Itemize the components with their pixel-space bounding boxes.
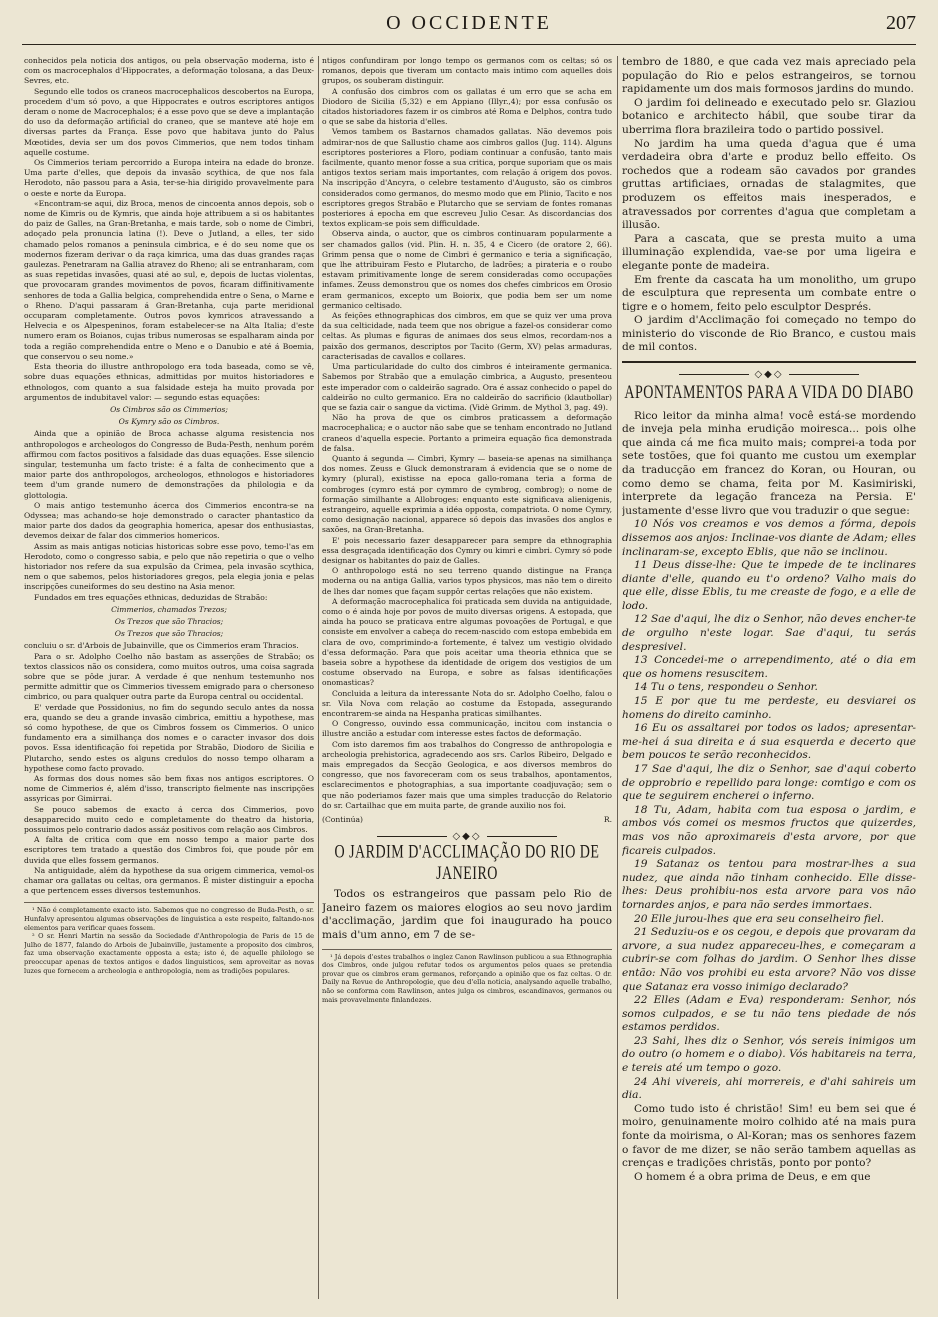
paragraph: tembro de 1880, e que cada vez mais apreciado pela população do Rio e pelos estrangeiros, se tornou rapidamente um dos mais formosos jardins do mundo.: [622, 56, 916, 96]
footnote: ² O sr. Henri Martin na sessão da Sociedade d'Anthropologia de Paris de 15 de Julho de 1877, falando do Arbois de Jubainville, justamente a proposito dos cimbros, faz uma observação exactamente opposta a esta; isto é, de aquelle philologo se preoccupar apenas de textos antigos e dados linguisticos, sem aproveitar as novas luzes que fornecem a archeologia e anthropologia, nem as tradições populares.: [24, 932, 314, 975]
verse: 12 Sae d'aqui, lhe diz o Senhor, não deves encher-te de orgulho n'este logar. Sae d'aqui, tu serás despresivel.: [622, 613, 916, 653]
paragraph: Ainda que a opinião de Broca achasse alguma resistencia nos anthropologos e archeologos do Congresso de Buda-Pesth, nenhum porém affirmou com factos positivos a falsidade das duas equações. Esse silencio singular, testemunha um facto triste: é a falta de conhecimento que a maior parte dos anthropologos, archeologos, ethnologos e historiadores teem d'um grande numero de demonstrações da philologia e da glottologia.: [24, 429, 314, 500]
footnote: ¹ Não é completamente exacto isto. Sabemos que no congresso de Buda-Pesth, o sr. Hunfalvy apresentou algumas observações de linguistica a este respeito, faltando-nos elementos para verificar quaes fossem.: [24, 906, 314, 932]
paragraph: Se pouco sabemos de exacto á cerca dos Cimmerios, povo desapparecido muito cedo e completamente do theatro da historia, possuimos pelo contrario dados assáz positivos com relação aos Cimbros.: [24, 804, 314, 835]
verse: 20 Elle jurou-lhes que era seu conselheiro fiel.: [634, 912, 884, 925]
paragraph: Em frente da cascata ha um monolitho, um grupo de esculptura que representa um combate entre o tigre e o homem, feito pelo esculptor Després.: [622, 273, 916, 313]
paragraph: No jardim ha uma queda d'agua que é uma verdadeira obra d'arte e produz bello effeito. Os rochedos que a rodeam são cavados por grandes gruttas artificiaes, ornadas de stalagmites, que produzem os effeitos mais inesperados, e atravessados por correntes d'agua que completam a illusão.: [622, 137, 916, 232]
equation: Os Trezos que são Thracios;: [114, 629, 224, 639]
verse: 11 Deus disse-lhe: Que te impede de te inclinares diante d'elle, quando eu t'o ordeno? Valho mais do que elle, disse Eblis, tu me creaste de fogo, e a elle de lodo.: [622, 559, 916, 612]
verse: 13 Concedei-me o arrependimento, até o dia em que os homens resuscitem.: [622, 654, 916, 680]
paragraph: Na antiguidade, além da hypothese da sua origem cimmerica, vemol-os chamar ora gallatas ou celtas, ora germanos. É mister distinguir a epocha a que pertencem esses diversos testemunhos.: [24, 865, 314, 896]
paragraph: Com isto daremos fim aos trabalhos do Congresso de anthropologia e archeologia prehistorica, agradecendo aos srs. Carlos Ribeiro, Delgado e mais empregados da Secção Geologica, e aos diversos membros do congresso, que nos favoreceram com os seus trabalhos, apontamentos, esclarecimentos e photographias, a sua importante coadjuvação; sem o que não poderiamos fazer mais que uma simples traducção do Relatorio do sr. Cartailhac que em muita parte, de grande auxilio nos foi.: [322, 739, 612, 810]
paragraph: Para a cascata, que se presta muito a uma illuminação explendida, vae-se por uma ligeira e elegante ponte de madeira.: [622, 232, 916, 272]
column-divider: [617, 56, 618, 1299]
verse: 23 Sahi, lhes diz o Senhor, vós sereis inimigos um do outro (o homem e o diabo). Vós habitareis na terra, e tereis até um tempo o gozo.: [622, 1034, 916, 1075]
paragraph: Rico leitor da minha alma! você está-se mordendo de inveja pela minha erudição moiresca... pois olhe que ainda cá me fica muito mais; comprei-a toda por sete tostões, que foi quanto me custou um exemplar da traducção em francez do Koran, ou Houran, ou como demo se chama, feita por M. Kasimiriski, interprete da legação franceza na Persia. E' justamente d'esse livro que vou traduzir o que segue:: [622, 409, 916, 517]
equation: Cimmerios, chamados Trezos;: [111, 604, 227, 614]
publication-title: O OCCIDENTE: [386, 12, 552, 34]
paragraph: Quanto á segunda — Cimbri, Kymry — baseia-se apenas na similhança dos nomes. Zeuss e Gluck demonstraram á evidencia que se o nome de kymry (plural), existisse na epoca gallo-romana teria a forma de combroges (cymro está por cymmro de cymbrog, combrog); o nome de formação similhante a Allobroges: enquanto este significava alienigenis, estrangeiro, aquelle exprimia a idéa opposta, compatriota. O nome Cymry, como designação nacional, apparece só depois das invasões dos anglos e saxões, na Gran-Bretanha.: [322, 453, 612, 535]
ornament-divider: ◇◆◇: [622, 369, 916, 380]
paragraph: E' pois necessario fazer desapparecer para sempre da ethnographia essa desgraçada identificação dos Cymry ou kimri e cimbri. Cymry só pode designar os habitantes do paiz de Galles.: [322, 535, 612, 565]
verse: 16 Eu os assaltarei por todos os lados; apresentar-me-hei á sua direita e á sua esquerda e decerto que bem poucos te serão reconhecidos.: [622, 722, 916, 762]
paragraph: O jardim d'Acclimação foi começado no tempo do ministerio do visconde de Rio Branco, e custou mais de mil contos.: [622, 314, 916, 354]
paragraph: A falta de critica com que em nosso tempo a maior parte dos escriptores tem tratado a questão dos Cimbros foi, que poude pôr em duvida que elles fossem germanos.: [24, 835, 314, 865]
paragraph: «Encontram-se aqui, diz Broca, menos de cincoenta annos depois, sob o nome de Kimris ou de Kymris, que ainda hoje attribuem a si os habitantes do paiz de Galles, na Gran-Bretanha, e mais tarde, sob o nome de Cimbri, adoçado pela pronuncia latina (!). Deve o Jutland, a elles, ter sido chamado pelos romanos a peninsula cimbrica, e é do seu nome que os modernos fizeram derivar o da raça kimrica, uma das duas grandes raças gaulezas. Penetraram na Gallia atravez do Rheno; ali se entranharam, com as suas repetidas invasões, quasi até ao sul, e, depois de luctas violentas, que provocaram grandes movimentos de povos, ficaram diffinitivamente senhores de toda a Gallia belgica, comprehendida entre o Sena, o Marne e o Rheno. D'aqui passaram á Gran-Bretanha, cuja parte meridional occuparam completamente. Outros povos kymricos atravessando a Helvecia e os Alpespeninos, foram estabelecer-se na Alta Italia; d'este numero eram os Boianos, cujas tribus numerosas se espalharam ainda por toda a região comprehendida entre o Meno e o Danubio e até á Boemia, que conservou o seu nome.»: [24, 198, 314, 361]
paragraph: concluiu o sr. d'Arbois de Jubainville, que os Cimmerios eram Thracios.: [24, 641, 299, 651]
column-3: [622, 56, 916, 1307]
column-2: [322, 56, 612, 1307]
paragraph: Para o sr. Adolpho Coelho não bastam as asserções de Strabão; os textos classicos não os considera, como muitos outros, uma coisa sagrada sobre que se pôde jurar. A verdade é que nenhum testemunho nos permitte admittir que os Cimmerios tivessem emigrado para o chersoneso cimbrico, ou para qualquer outra parte da Europa central ou occidental.: [24, 651, 314, 702]
verse: 18 Tu, Adam, habita com tua esposa o jardim, e ambos vós comei os mesmos fructos que quizerdes, mas vos não aproximareis d'esta arvore, por que ficareis culpados.: [622, 803, 916, 857]
verse: 22 Elles (Adam e Eva) responderam: Senhor, nós somos culpados, e se tu não tens piedade de nós estamos perdidos.: [622, 994, 916, 1034]
verse: 21 Seduziu-os e os cegou, e depois que provaram da arvore, a sua nudez appareceu-lhes, e começaram a cubrir-se com folhas do jardim. O Senhor lhes disse então: Não vos prohibi eu esta arvore? Não vos disse que Satanaz era vosso inimigo declarado?: [622, 926, 916, 993]
paragraph: Segundo elle todos os craneos macrocephalicos descobertos na Europa, procedem d'um só povo, a que Hippocrates e outros escriptores antigos deram o nome de Macrocephalos; é a esse povo que se deve a implantação do uso da deformação artificial do craneo, que se manteve até hoje em diversas partes da França. Esse povo que habitava junto do Palus Mœotides, devia ser um dos povos Cimmerios, que nem todos tinham aquelle costume.: [24, 86, 314, 157]
article-heading: APONTAMENTOS PARA A VIDA DO DIABO: [624, 382, 914, 404]
footnotes: [322, 949, 612, 1005]
paragraph: As formas dos dous nomes são bem fixas nos antigos escriptores. O nome de Cimmerios é, além d'isso, transcripto fielmente nas inscripções assyricas por Gimirrai.: [24, 774, 314, 804]
footnote: ¹ Já depois d'estes trabalhos o inglez Canon Rawlinson publicou a sua Ethnographia dos Cimbros, onde julgou refutar todos os argumentos pelos quaes se pretendia provar que os cimbros eram germanos, reforçando a opinião que os faz celtas. O dr. Daily na Revue de Anthropologie, que deu d'ella noticia, analysando aquelle trabalho, não se conforma com Rawlinson, antes julga os cimbros, escandinavos, germanos ou mais provavelmente finlandezes.: [322, 952, 612, 1004]
column-1: [24, 56, 314, 1307]
paragraph: Concluida a leitura da interessante Nota do sr. Adolpho Coelho, falou o sr. Vila Nova com relação ao costume da Estopada, assegurando encontrarem-se ainda na Hespanha praticas similhantes.: [322, 688, 612, 718]
article-heading: O JARDIM D'ACCLIMAÇÃO DO RIO DE JANEIRO: [334, 842, 600, 885]
signoff: [322, 815, 612, 825]
verse: 14 Tu o tens, respondeu o Senhor.: [634, 681, 818, 694]
paragraph: Observa ainda, o auctor, que os cimbros continuaram popularmente a ser chamados gallos (vid. Plin. H. n. 35, 4 e Cicero (de oratore 2, 66). Grimm pensa que o nome de Cimbri é germanico e teria a significação, que lhe attribuiram Festo e Plutarcho, de ladrões; a pirateria e o roubo estavam primitivamente longe de serem consideradas como occupações infames. Zeuss demonstrou que os nomes dos chefes cimbricos em Orosio eram germanicos, excepto um Boiorix, que podia bem ser um nome germanico celtisado.: [322, 229, 612, 310]
paragraph: O mais antigo testemunho ácerca dos Cimmerios encontra-se na Odyssea; mas achando-se hoje demonstrado o caracter phantastico da maior parte dos dados da geographia homerica, apesar dos enthusiastas, devemos deixar de falar dos cimmerios homericos.: [24, 500, 314, 541]
verse: 19 Satanaz os tentou para mostrar-lhes a sua nudez, que ainda não tinham conhecido. Elle disse-lhes: Deus prohibiu-nos esta arvore para vos não tornardes anjos, e para não serdes immortaes.: [622, 858, 916, 911]
paragraph: O Congresso, ouvindo essa communicação, incitou com instancia o illustre ancião a estudar com interesse estes factos de deformação.: [322, 719, 612, 739]
page-header: [22, 10, 916, 45]
paragraph: Fundados em tres equações ethnicas, deduzidas de Strabão:: [34, 592, 268, 602]
author-initial: R.: [603, 815, 612, 825]
column-divider: [318, 56, 319, 1299]
paragraph: E' verdade que Possidonius, no fim do segundo seculo antes da nossa era, quando se deu a grande invasão cimbrica, emittiu a hypothese, mas só como hypothese, de que os Cimbros fossem os Cimmerios. O unico fundamento era a similhança dos nomes e o caracter invasor dos dois povos. Essa identificação foi repetida por Strabão, Diodoro de Sicilia e Plutarcho, sendo estes os alguns credulos do nosso tempo olharam a hypothese como facto provado.: [24, 702, 314, 773]
continues-label: (Continúa): [322, 815, 363, 825]
equation: Os Cimbros são os Cimmerios;: [110, 404, 228, 414]
verse: 17 Sae d'aqui, lhe diz o Senhor, sae d'aqui coberto de opprobrio e repellido para longe: comtigo e com os que te seguirem encherei o inferno.: [622, 763, 916, 803]
paragraph: O anthropologo está no seu terreno quando distingue na França moderna ou na antiga Gallia, varios typos physicos, mas não tem o direito de lhes dar nomes que façam suppôr certas relações que não existem.: [322, 566, 612, 596]
equation: Os Trezos que são Thracios;: [114, 616, 224, 626]
verse: 10 Nós vos creamos e vos demos a fórma, depois dissemos aos anjos: Inclinae-vos diante de Adam; elles inclinaram-se, excepto Eblis, que não se inclinou.: [622, 518, 916, 558]
paragraph: Como tudo isto é christão! Sim! eu bem sei que é moiro, genuinamente moiro colhido até na mais pura fonte da moirisma, o Al-Koran; mas os senhores fazem o favor de me dizer, se não serão tambem aquellas as crenças e tradições christãs, ponto por ponto?: [622, 1102, 916, 1170]
paragraph: ntigos confundiram por longo tempo os germanos com os celtas; só os romanos, depois que tiveram um contacto mais intimo com aquelles dois grupos, os souberam distinguir.: [322, 56, 612, 86]
footnotes: [24, 902, 314, 975]
paragraph: Todos os estrangeiros que passam pelo Rio de Janeiro fazem os maiores elogios ao seu novo jardim d'acclimação, jardim que foi inaugurado ha pouco mais d'um anno, em 7 de se-: [322, 888, 612, 942]
equation: Os Kymry são os Cimbros.: [118, 417, 220, 427]
section-rule: [622, 361, 916, 363]
paragraph: Não ha prova de que os cimbros praticassem a deformação macrocephalica; e o auctor não sabe que se tenham encontrado no Jutland craneos d'aquella especie. Portanto a primeira equação fica demonstrada de falsa.: [322, 413, 612, 453]
verse: 24 Ahi vivereis, ahi morrereis, e d'ahi sahireis um dia.: [622, 1075, 916, 1102]
paragraph: A deformação macrocephalica foi praticada sem duvida na antiguidade, como o é ainda hoje por povos de muito diversas origens. A estopada, que ainda ha pouco se praticava entre algumas povoações de Portugal, e que consiste em envolver a cabeça do recem-nascido com estopa embebida em clara de ovo, comprimindo-a fortemente, é talvez um vestigio olvidado d'essa deformação. Para que pois aceitar uma theoria ethnica que se baseia sobre a hypothese da identidade de origem dos vestigios de um costume observado na Europa, e sobre as falsas identificações onomasticas?: [322, 596, 612, 688]
paragraph: Assim as mais antigas noticias historicas sobre esse povo, temo-l'as em Herodoto, como o congresso sabia, e pelo que não repetiria o que o velho historiador nos refere da sua expulsão da Crimea, pela invasão scythica, nem o que sabemos, pelos historiadores gregos, pela elegia jonia e pelas inscripções cuneiformes do seu destino na Asia menor.: [24, 541, 314, 592]
paragraph: Vemos tambem os Bastarnos chamados gallatas. Não devemos pois admirar-nos de que Sallustio chame aos cimbros gallos (Jug. 114). Alguns escriptores posteriores a Floro, podiam continuar a confusão, tanto mais facilmente, quanto menor fosse a sua critica, porque suporiam que os mais antigos textos seriam mais importantes, com relação á origem dos povos. Na inscripção d'Ancyra, o celebre testamento d'Augusto, são os cimbros considerados como germanos, do mesmo modo que em Plinio, Tacito e nos escriptores gregos Strabão e Plutarcho que se serviam de fontes romanas posteriores á epocha em que escreveu Julio Cesar. As discordancias dos textos explicam-se pois sem difficuldade.: [322, 127, 612, 229]
paragraph: O homem é a obra prima de Deus, e em que: [634, 1170, 871, 1183]
page-number: 207: [886, 12, 916, 34]
paragraph: Os Cimmerios teriam percorrido a Europa inteira na edade do bronze. Uma parte d'elles, que depois da invasão scythica, de que nos fala Herodoto, não passou para a Asia, ter-se-hia dirigido provavelmente para o oeste e norte da Europa.: [24, 158, 314, 198]
paragraph: O jardim foi delineado e executado pelo sr. Glaziou botanico e architecto hábil, que soube tirar da uberrima flora brazileira todo o partido possivel.: [622, 96, 916, 136]
verse: 15 E por que tu me perdeste, eu desviarei os homens do direito caminho.: [622, 695, 916, 721]
ornament-divider: ◇◆◇: [322, 831, 612, 842]
paragraph: conhecidos pela noticia dos antigos, ou pela observação moderna, isto é com os macrocephalos d'Hippocrates, a deformação tolosana, a das Deux-Sevres, etc.: [24, 56, 314, 86]
paragraph: Uma particularidade do culto dos cimbros é inteiramente germanica. Sabemos por Strabão que a emulação cimbrica, a Augusto, presenteou este imperador com o caldeirão sagrado. Ora é assaz conhecido o papel do caldeirão no culto germanico. Era no caldeirão do sacrificio (klautbollar) que se fazia cair o sangue da victima. (Vidè Grimm. de Mythol 3, pag. 49).: [322, 362, 612, 412]
paragraph: As feições ethnographicas dos cimbros, em que se quiz ver uma prova da sua celticidade, nada teem que nos obrigue a fazel-os considerar como celtas. As plumas e figuras de animaes dos seus elmos, recordam-nos a paixão dos germanos, descriptos por Tacito (Germ, XV) pelas armaduras, caracterisadas de cavallos e collares.: [322, 311, 612, 361]
paragraph: A confusão dos cimbros com os gallatas é um erro que se acha em Diodoro de Sicilia (5,32) e em Appiano (Illyr.,4); por essa confusão os citados historiadores fazem ir os cimbros até Roma e Delphos, contra tudo o que se sabe da historia d'elles.: [322, 86, 612, 127]
paragraph: Esta theoria do illustre anthropologo era toda baseada, como se vê, sobre duas equações ethnicas, admittidas por muitos historiadores e ethnologos, com quanto a sua falsidade esteja ha muito provada por argumentos de indubitavel valor: — segundo estas equações:: [24, 362, 314, 402]
